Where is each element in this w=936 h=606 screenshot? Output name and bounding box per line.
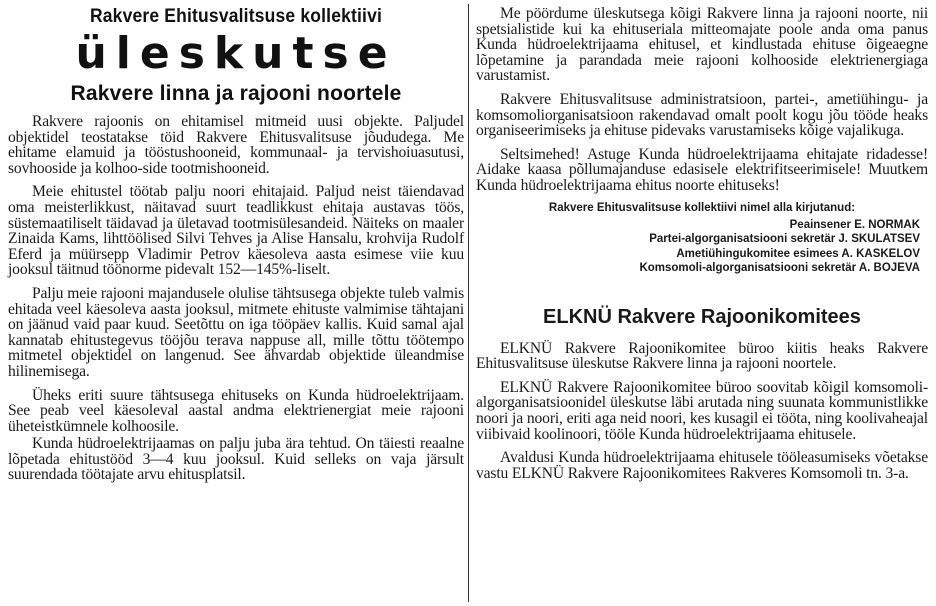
paragraph: Rakvere rajoonis on ehitamisel mitmeid uusi objekte. Paljudel objektidel teostatakse töid Rakvere Ehitusvalitsuse jõududega. Me ehitame elamuid ja tööstushooneid, kommunaal- ja tervishoiuasutusi, sovhooside ja kolhoo-side tootmishooneid. — [8, 113, 464, 177]
signature-line: Ametiühingukomitee esimees A. KASKELOV — [676, 247, 920, 260]
section-title: ELKNÜ Rakvere Rajoonikomitees — [543, 305, 861, 328]
heading-collective: Rakvere Ehitusvalitsuse kollektiivi — [89, 6, 383, 27]
paragraph: Me pöördume üleskutsega kõigi Rakvere linna ja rajooni noorte, nii spetsialistide kui ka ehituseriala mitteomajate poole anda oma panus Kunda hüdroelektrijaama ehitusel, et kindlustada ehituse õigeaegne lõpetamine ja parandada meie rajooni kolhooside elektrienergiaga varustamist. — [476, 5, 928, 85]
paragraph: ELKNÜ Rakvere Rajoonikomitee büroo soovitab kõigil komsomoli-algorganisatsioonidel üleskutse läbi arutada ning suunata kommunistlikke noori ja noori, eriti aga neid noori, kes kusagil ei tööta, ning koolivaheajal viibivaid koolinoori, tööle Kunda hüdroelektrijaama ehitusele. — [476, 378, 928, 443]
signature-line: Komsomoli-algorganisatsiooni sekretär A. BOJEVA — [639, 262, 920, 275]
signature-line: Partei-algorganisatsiooni sekretär J. SKULATSEV — [649, 233, 920, 246]
paragraph: Palju meie rajooni majandusele olulise tähtsusega objekte tuleb valmis ehitada veel käesoleva aasta jooksul, mitmete ehituste valmimise tähtajani on jäänud vaid paar kuud. Seetõttu on iga tööpäev kallis. Kuid samal ajal kannatab ehitustegevus tööjõu terava nappuse all, mille tõttu töötempo mitmetel objektidel on langenud. See ähvardab objektide üleandmise hilinemisega. — [8, 284, 464, 380]
paragraph: Rakvere Ehitusvalitsuse administratsioon, partei-, ametiühingu- ja komsomoliorganisatsioon rakendavad omalt poolt kogu jõu tööde heaks organiseerimiseks ja ehituse pidevaks varustamiseks kõige vajalikuga. — [476, 90, 928, 140]
heading-appeal: üleskutse — [75, 28, 397, 79]
paragraph: Kunda hüdroelektrijaamas on palju juba ära tehtud. On täiesti reaalne lõpetada ehitustööd 3—4 kuu jooksul. Kuid selleks on vaja järsult suurendada töötajate arvu ehitusplatsil. — [8, 435, 464, 484]
signatures — [476, 202, 928, 276]
appeal-body — [8, 114, 464, 483]
signature-line: Peainsener E. NORMAK — [789, 218, 920, 231]
paragraph: Meie ehitustel töötab palju noori ehitajaid. Paljud neist täiendavad oma meisterlikkust, näitavad suurt teadlikkust ehitaja austavas töös, süstemaatiliselt täidavad ja ületavad tootmisülesandeid. Näiteks on maaler Zinaida Kams, lihttöölised Silvi Tehves ja Alise Hansalu, krohvija Rudolf Eferd ja müürsepp Vladimir Petrov käesoleva aasta esimese viie kuu jooksul täitnud töönorme pidevalt 152—145%-liselt. — [8, 183, 464, 279]
heading-youth: Rakvere linna ja rajooni noortele — [70, 82, 402, 105]
paragraph: Seltsimehed! Astuge Kunda hüdroelektrijaama ehitajate ridadesse! Aidake kaasa põllumajanduse edasisele elektrifitseerimisele! Muutkem Kunda hüdroelektrijaama ehitus noorte ehituseks! — [476, 145, 928, 194]
signatures-intro: Rakvere Ehitusvalitsuse kollektiivi nimel alla kirjutanud: — [548, 201, 856, 214]
paragraph: Avaldusi Kunda hüdroelektrijaama ehitusele tööleasumiseks võetakse vastu ELKNÜ Rakvere Rajoonikomitees Rakveres Komsomoli tn. 3-a. — [476, 449, 928, 482]
paragraph: ELKNÜ Rakvere Rajoonikomitee büroo kiitis heaks Rakvere Ehitusvalitsuse üleskutse Rakvere linna ja rajooni noortele. — [476, 339, 928, 373]
committee-body — [476, 341, 928, 482]
appeal-column — [8, 0, 464, 491]
column-divider — [468, 4, 469, 602]
appeal-continuation — [476, 6, 928, 194]
continuation-column — [476, 0, 928, 489]
paragraph: Üheks eriti suure tähtsusega ehituseks on Kunda hüdroelektrijaam. See peab veel käesoleval aastal andma elektrienergiat meie rajooni üheteistkümnele kolhoosile. — [8, 386, 464, 435]
